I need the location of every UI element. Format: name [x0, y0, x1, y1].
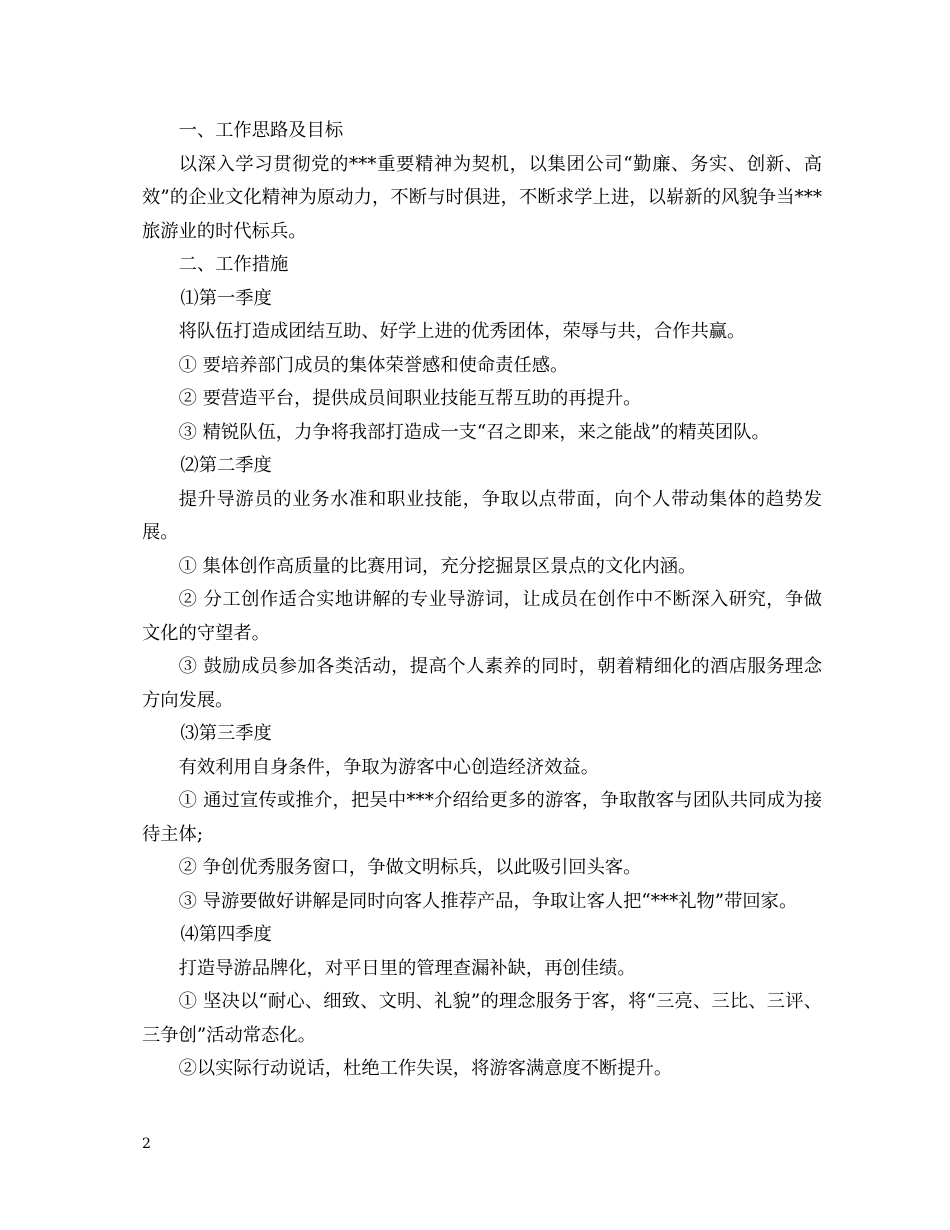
- list-item: ① 坚决以“耐心、细致、文明、礼貌”的理念服务于客，将“三亮、三比、三评、三争创”活动常态化。: [142, 991, 822, 1046]
- section-heading: 一、工作思路及目标: [178, 120, 344, 141]
- body-text: [142, 114, 822, 1086]
- list-item: ① 要培养部门成员的集体荣誉感和使命责任感。: [178, 354, 569, 376]
- list-item: ② 争创优秀服务窗口，争做文明标兵，以此吸引回头客。: [178, 857, 642, 878]
- paragraph: 提升导游员的业务水准和职业技能，争取以点带面，向个人带动集体的趋势发展。: [142, 488, 822, 543]
- list-item: ② 分工创作适合实地讲解的专业导游词，让成员在创作中不断深入研究，争做文化的守望者。: [142, 589, 822, 644]
- list-item: ②以实际行动说话，杜绝工作失误，将游客满意度不断提升。: [178, 1058, 673, 1079]
- list-item: ③ 鼓励成员参加各类活动，提高个人素养的同时，朝着精细化的酒店服务理念方向发展。: [142, 656, 822, 711]
- paragraph: 将队伍打造成团结互助、好学上进的优秀团体，荣辱与共，合作共赢。: [178, 321, 746, 342]
- paragraph: 有效利用自身条件，争取为游客中心创造经济效益。: [178, 756, 600, 778]
- list-item: ③ 精锐队伍，力争将我部打造成一支“召之即来，来之能战”的精英团队。: [178, 421, 770, 443]
- paragraph: 以深入学习贯彻党的***重要精神为契机，以集团公司“勤廉、务实、创新、高效”的企业文化精神为原动力，不断与时俱进，不断求学上进，以崭新的风貌争当***旅游业的时代标兵。: [142, 153, 822, 242]
- quarter-heading: ⑵第二季度: [180, 455, 272, 476]
- list-item: ① 通过宣传或推介，把吴中***介绍给更多的游客，争取散客与团队共同成为接待主体;: [142, 790, 822, 845]
- list-item: ③ 导游要做好讲解是同时向客人推荐产品，争取让客人把“***礼物”带回家。: [178, 890, 798, 912]
- list-item: ② 要营造平台，提供成员间职业技能互帮互助的再提升。: [178, 388, 642, 409]
- list-item: ① 集体创作高质量的比赛用词，充分挖掘景区景点的文化内涵。: [178, 555, 697, 577]
- quarter-heading: ⑴第一季度: [180, 287, 272, 309]
- quarter-heading: ⑷第四季度: [180, 924, 272, 945]
- page-number: 2: [142, 1136, 151, 1152]
- section-heading: 二、工作措施: [178, 254, 289, 275]
- quarter-heading: ⑶第三季度: [180, 723, 272, 744]
- paragraph: 打造导游品牌化，对平日里的管理查漏补缺，再创佳绩。: [178, 957, 636, 979]
